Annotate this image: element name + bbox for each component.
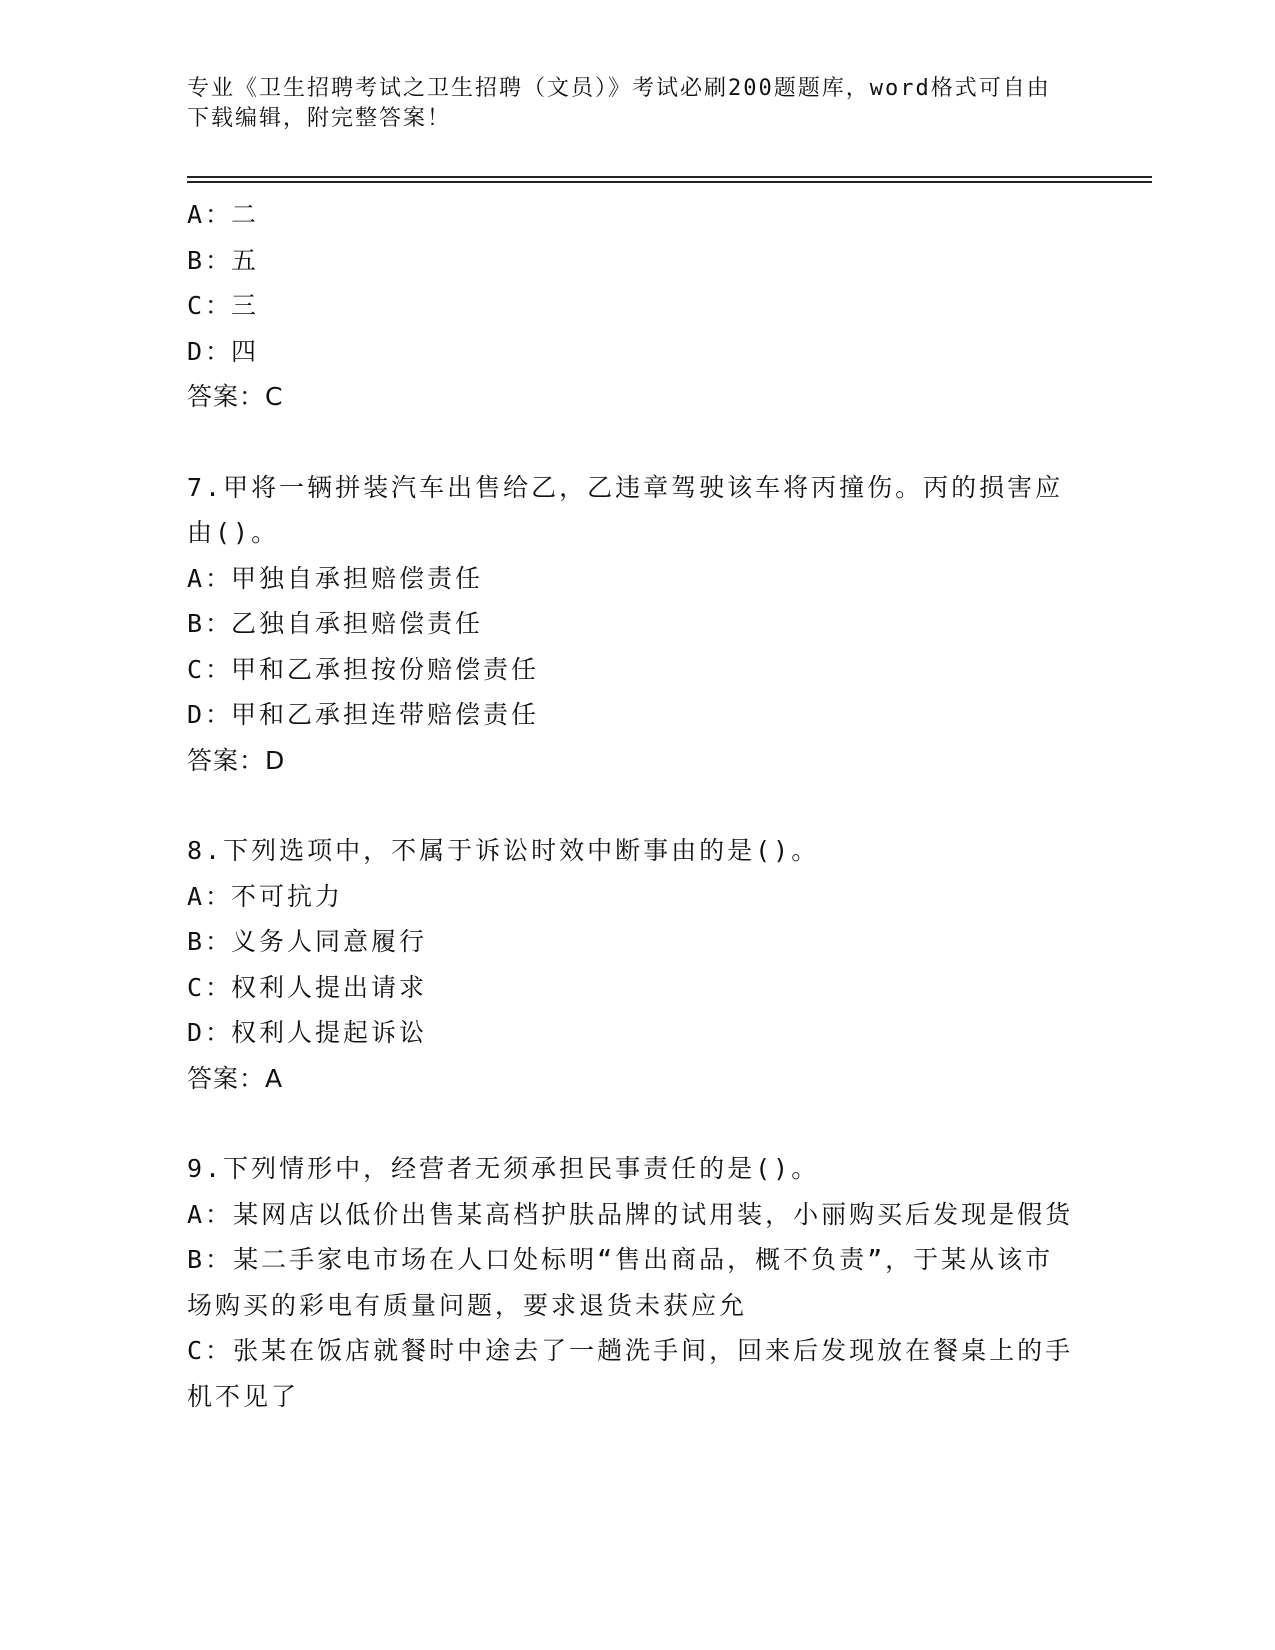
option-d: D：甲和乙承担连带赔偿责任 — [187, 700, 540, 729]
header-divider-bottom — [187, 181, 1152, 183]
option-b: B：五 — [187, 245, 260, 275]
question-text: 7.甲将一辆拼装汽车出售给乙，乙违章驾驶该车将丙撞伤。丙的损害应由()。 — [187, 472, 1064, 547]
question-text: 9.下列情形中，经营者无须承担民事责任的是()。 — [187, 1154, 820, 1183]
spacer — [187, 1101, 1077, 1146]
option-a: A：二 — [187, 200, 260, 229]
page-header — [187, 74, 1067, 134]
answer: 答案：C — [187, 382, 284, 411]
question-6 — [187, 192, 1077, 420]
option-c: C：三 — [187, 291, 260, 320]
option-a: A：某网店以低价出售某高档护肤品牌的试用装，小丽购买后发现是假货 — [187, 1199, 1074, 1229]
question-7 — [187, 465, 1077, 784]
spacer — [187, 420, 1077, 465]
header-title: 专业《卫生招聘考试之卫生招聘（文员）》考试必刷200题题库，word格式可自由下载编辑，附完整答案！ — [187, 76, 1051, 131]
answer: 答案：D — [187, 745, 286, 775]
option-c: C：权利人提出请求 — [187, 972, 428, 1002]
option-b: B：义务人同意履行 — [187, 927, 428, 956]
header-divider-top — [187, 176, 1152, 178]
spacer — [187, 783, 1077, 828]
option-c: C：甲和乙承担按份赔偿责任 — [187, 654, 540, 684]
option-a: A：不可抗力 — [187, 881, 344, 911]
option-b: B：某二手家电市场在人口处标明“售出商品，概不负责”，于某从该市场购买的彩电有质量问题，要求退货未获应允 — [187, 1245, 1054, 1320]
question-9 — [187, 1146, 1077, 1419]
question-content — [187, 192, 1077, 1419]
option-d: D：权利人提起诉讼 — [187, 1018, 428, 1047]
option-a: A：甲独自承担赔偿责任 — [187, 563, 484, 593]
option-b: B：乙独自承担赔偿责任 — [187, 609, 484, 638]
option-c: C：张某在饭店就餐时中途去了一趟洗手间，回来后发现放在餐桌上的手机不见了 — [187, 1336, 1074, 1411]
answer: 答案：A — [187, 1063, 284, 1093]
question-text: 8.下列选项中，不属于诉讼时效中断事由的是()。 — [187, 836, 820, 865]
option-d: D：四 — [187, 336, 260, 366]
question-8 — [187, 828, 1077, 1101]
